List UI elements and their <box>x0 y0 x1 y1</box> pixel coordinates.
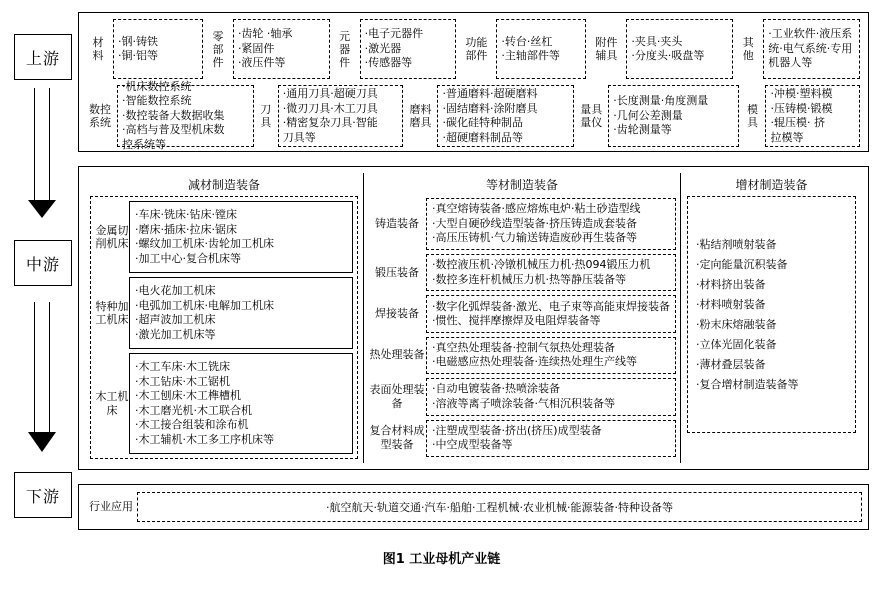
upstream-items-box: ·长度测量·角度测量 ·几何公差测量 ·齿轮测量等 <box>608 85 739 147</box>
upstream-category-label: 元器件 <box>339 29 351 69</box>
downstream-label: 行业应用 <box>89 500 133 514</box>
upstream-items-box: ·冲模·塑料模 ·压铸模·锻模 ·辊压模· 挤 拉模等 <box>765 85 860 147</box>
upstream-items-box: ·工业软件·液压系 统·电气系统·专用 机器人等 <box>763 19 860 79</box>
midstream-column-additive <box>681 173 862 463</box>
upstream-items-box: ·齿轮 ·轴承 ·紧固件 ·液压件等 <box>233 19 330 79</box>
group-label: 表面处理装备 <box>369 382 425 410</box>
group-label: 木工机床 <box>95 390 129 417</box>
upstream-items-box: ·普通磨料·超硬磨料 ·固结磨料·涂附磨具 ·碳化硅特种制品 ·超硬磨料制品等 <box>437 85 574 147</box>
upstream-panel <box>78 12 869 152</box>
group-label: 热处理装备 <box>369 348 425 362</box>
upstream-items-box: ·钢·铸铁 ·铜·铝等 <box>113 19 203 79</box>
upstream-category-label: 其他 <box>742 36 754 62</box>
group-items: ·自动电镀装备·热喷涂装备 ·溶液等离子喷涂装备·气相沉积装备等 <box>426 378 676 415</box>
group-woodworking <box>95 353 353 454</box>
group-welding <box>368 293 676 334</box>
group-label: 金属切削机床 <box>95 223 129 250</box>
column-title: 减材制造装备 <box>187 178 260 192</box>
figure-caption: 图1 工业母机产业链 <box>382 552 501 567</box>
midstream-panel <box>78 166 869 470</box>
group-items: ·真空热处理装备·控制气氛热处理装备 ·电磁感应热处理装备·连续热处理生产线等 <box>426 337 676 374</box>
upstream-category-label: 材料 <box>92 36 104 62</box>
group-label: 复合材料成型装备 <box>369 424 425 452</box>
group-label: 铸造装备 <box>375 216 419 230</box>
arrow-upstream-to-midstream <box>28 88 56 218</box>
upstream-row-systems <box>85 79 862 151</box>
midstream-column-equal-material <box>363 173 681 463</box>
upstream-category-label: 磨料磨具 <box>409 103 432 129</box>
stage-upstream: 上游 <box>14 34 72 80</box>
upstream-category-label: 功能部件 <box>465 36 488 62</box>
group-forging <box>368 252 676 293</box>
upstream-row-materials <box>85 19 862 79</box>
upstream-category-label: 模具 <box>746 103 758 129</box>
arrow-midstream-to-downstream <box>28 302 56 452</box>
group-heat-treatment <box>368 335 676 376</box>
group-casting <box>368 196 676 252</box>
upstream-category-label: 刀具 <box>260 103 272 129</box>
group-metal-cutting <box>95 201 353 273</box>
upstream-items-box: ·电子元器件 ·激光器 ·传感器等 <box>360 19 457 79</box>
upstream-items-box: ·转台·丝杠 ·主轴部件等 <box>496 19 586 79</box>
group-special-processing <box>95 277 353 349</box>
group-items: ·车床·铣床·钻床·镗床 ·磨床·插床·拉床·锯床 ·螺纹加工机床·齿轮加工机床 ·加工中心·复合机床等 <box>129 201 353 273</box>
stage-rail <box>14 12 70 544</box>
column-title: 等材制造装备 <box>485 178 558 192</box>
downstream-items: ·航空航天·轨道交通·汽车·船舶·工程机械·农业机械·能源装备·特种设备等 <box>137 492 862 522</box>
upstream-items-box: ·通用刀具·超硬刀具 ·微刃刀具·木工刀具 ·精密复杂刀具·智能 刀具等 <box>278 85 404 147</box>
upstream-category-label: 附件辅具 <box>595 36 618 62</box>
group-items: ·电火花加工机床 ·电弧加工机床·电解加工机床 ·超声波加工机床 ·激光加工机床等 <box>129 277 353 349</box>
group-label: 特种加工机床 <box>95 299 129 326</box>
upstream-category-label: 量具量仪 <box>580 103 603 129</box>
group-label: 焊接装备 <box>375 307 419 321</box>
upstream-items-box: ·机床数控系统 ·智能数控系统 ·数控装备大数据收集 ·高档与普及型机床数 控系统等 <box>117 85 254 147</box>
upstream-items-box: ·夹具·夹头 ·分度头·吸盘等 <box>626 19 733 79</box>
group-items: ·数字化弧焊装备·激光、电子束等高能束焊接装备 ·惯性、搅拌摩擦焊及电阻焊装备等 <box>426 295 676 332</box>
group-items: ·数控液压机·冷镦机械压力机·热094锻压力机 ·数控多连杆机械压力机·热等静压装备等 <box>426 254 676 291</box>
group-surface-treatment <box>368 376 676 417</box>
downstream-panel <box>78 484 869 530</box>
additive-items: ·粘结剂喷射装备 ·定向能量沉积装备 ·材料挤出装备 ·材料喷射装备 ·粉末床熔融装备 ·立体光固化装备 ·薄材叠层装备 ·复合增材制造装备等 <box>687 196 856 433</box>
stage-midstream: 中游 <box>14 240 72 286</box>
group-composite-forming <box>368 418 676 459</box>
midstream-column-subtractive <box>85 173 363 463</box>
group-items: ·木工车床·木工铣床 ·木工钻床·木工锯机 ·木工刨床·木工榫槽机 ·木工磨光机·木工联合机 ·木工接合组装和涂布机 ·木工辅机·木工多工序机床等 <box>129 353 353 454</box>
column-title: 增材制造装备 <box>735 178 808 192</box>
group-items: ·注塑成型装备·挤出(挤压)成型装备 ·中空成型装备等 <box>426 420 676 457</box>
upstream-category-label: 数控系统 <box>89 103 111 129</box>
group-items: ·真空熔铸装备·感应熔炼电炉·粘土砂造型线 ·大型自硬砂线造型装备·挤压铸造成套装备 ·高压压铸机·气力输送铸造废砂再生装备等 <box>426 198 676 250</box>
upstream-category-label: 零部件 <box>212 29 224 69</box>
group-label: 锻压装备 <box>375 265 419 279</box>
stage-downstream: 下游 <box>14 472 72 518</box>
